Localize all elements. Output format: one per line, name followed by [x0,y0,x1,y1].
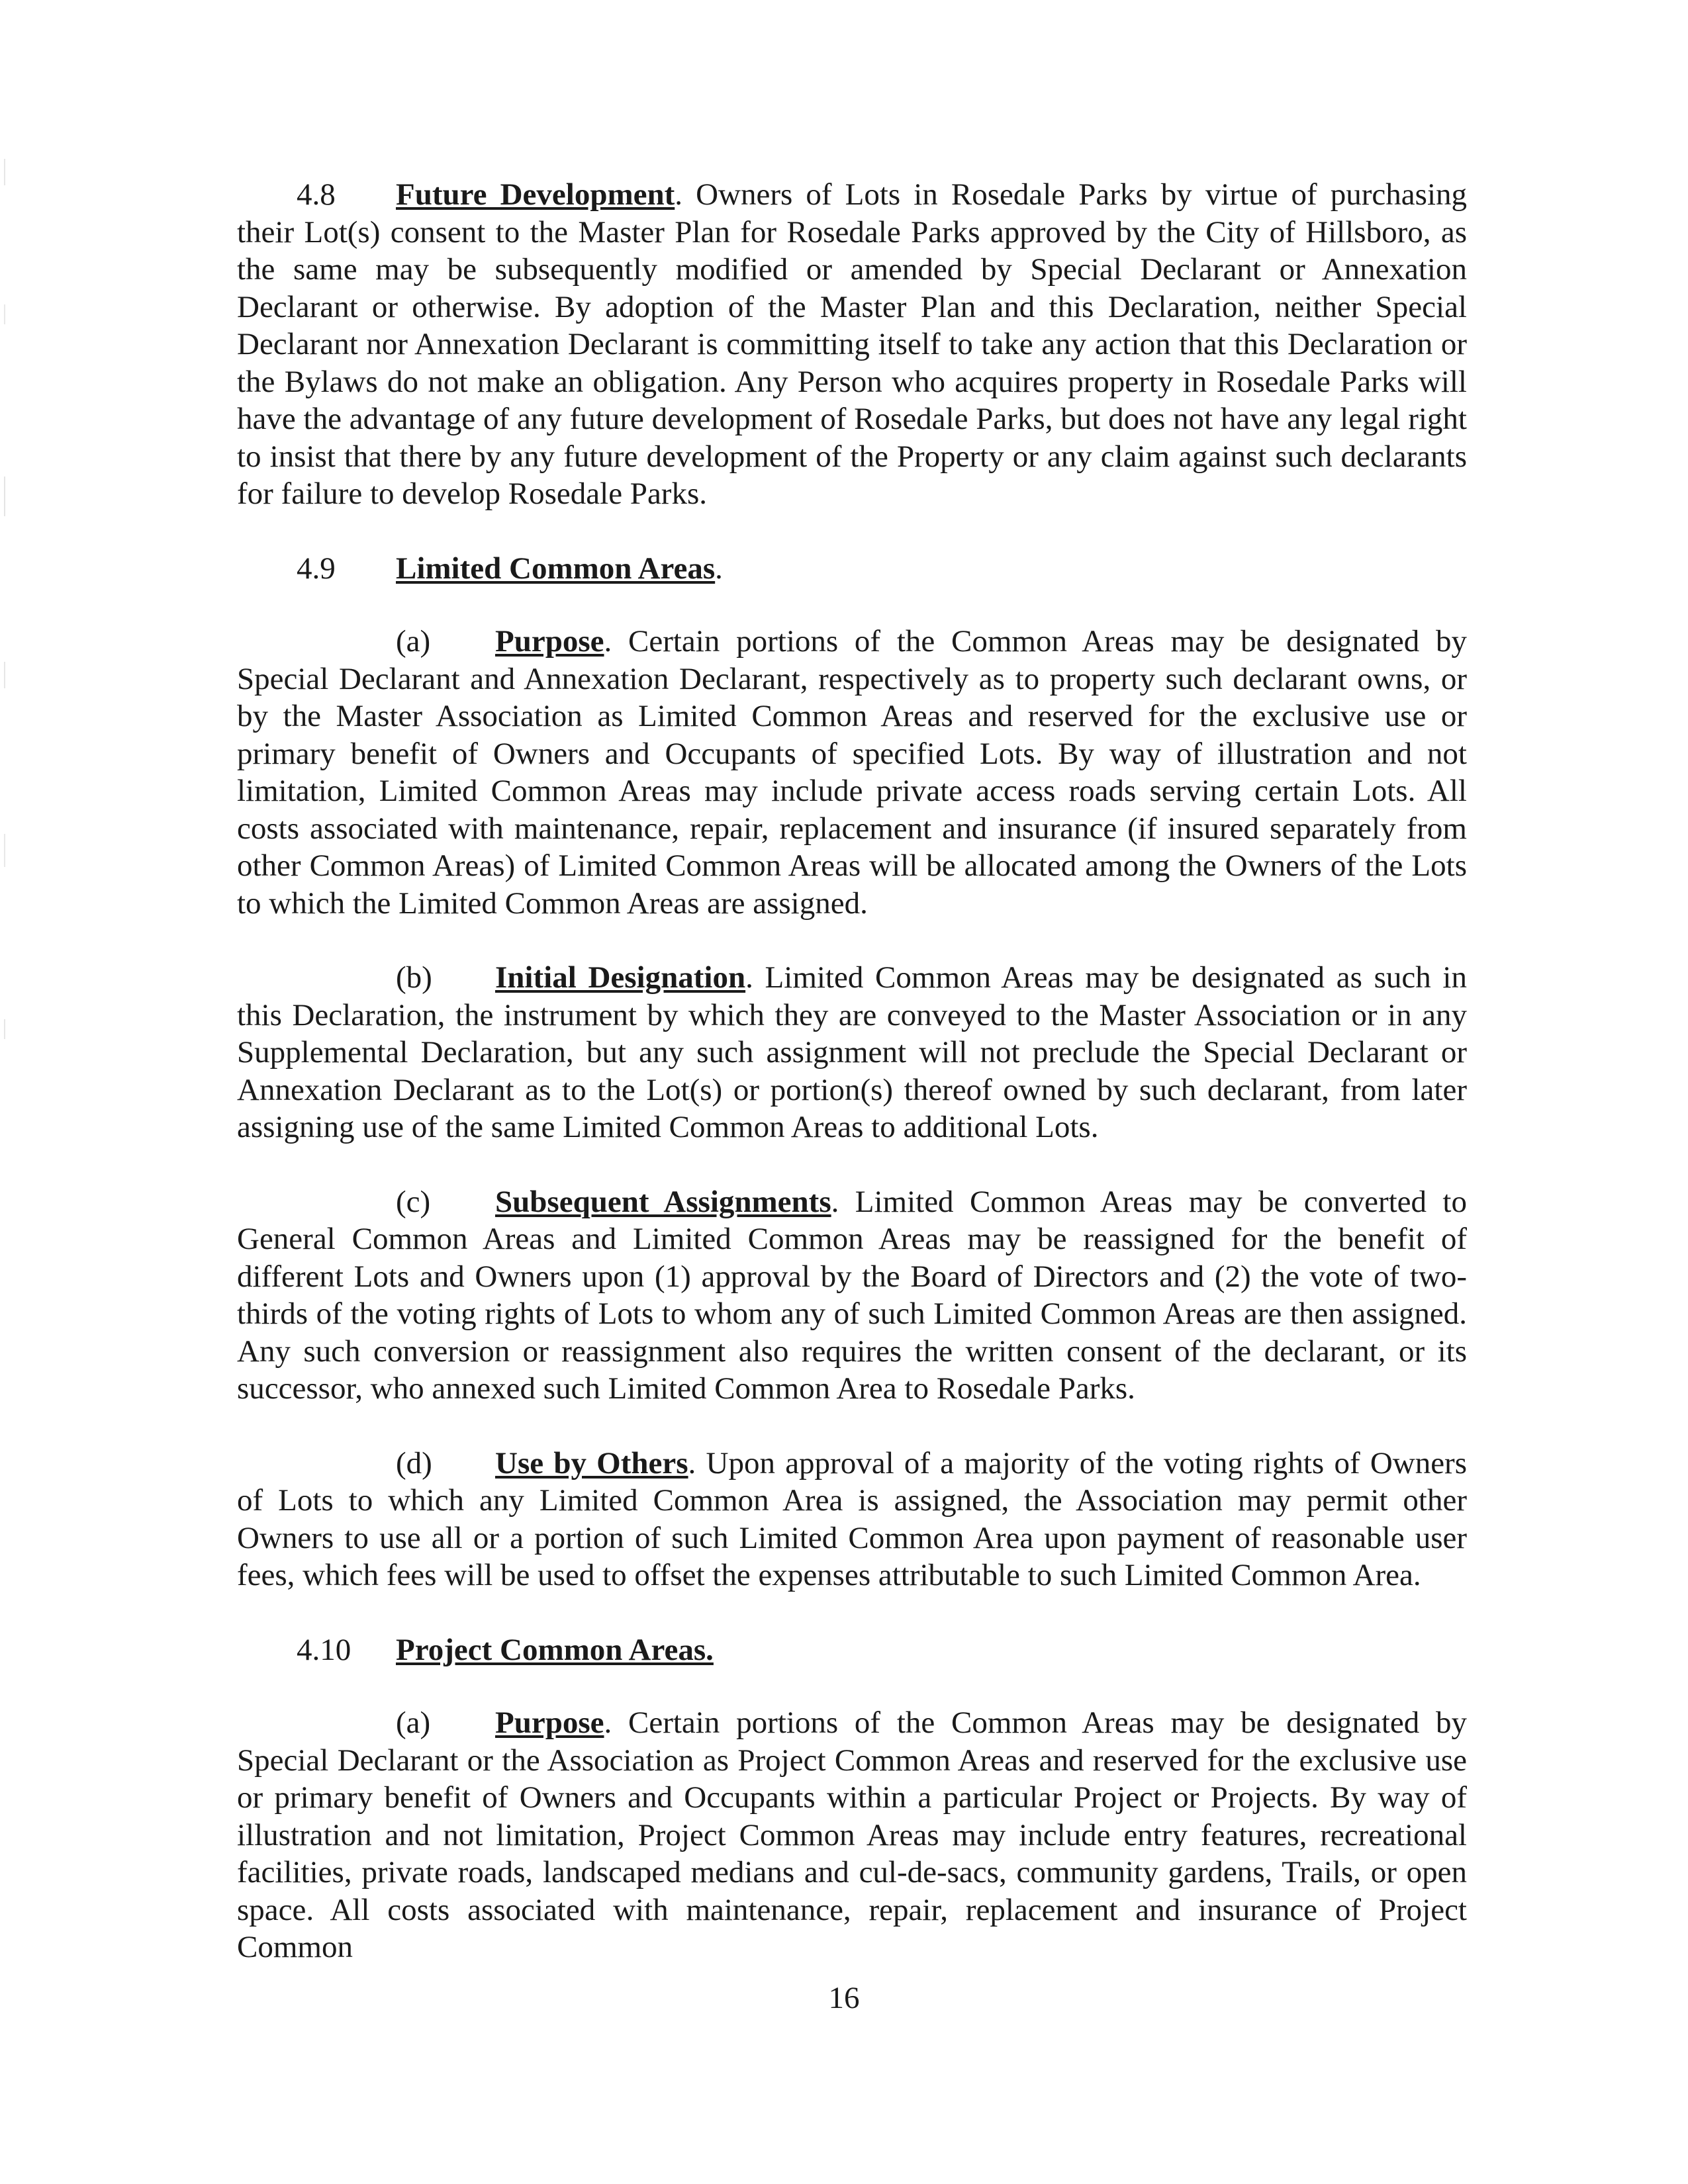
subsection-label: (c) [396,1184,431,1219]
subsection-label: (b) [396,960,432,995]
section-number: 4.8 [297,177,336,212]
subsection-text: Upon approval of a majority of the voting rights of Owners of Lots to which any Limited Common Area is assigned, the Association may permit other Owners to use all or a portion of such Limited Common Area upon payment of reasonable user fees, which fees will be used to offset the expenses attributable to such Limited Common Area. [237,1445,1468,1592]
subsection-text: Limited Common Areas may be designated as such in this Declaration, the instrument by which they are conveyed to the Master Association or in any Supplemental Declaration, but any such assignment will not preclude the Special Declarant or Annexation Declarant as to the Lot(s) or portion(s) thereof owned by such declarant, from later assigning use of the same Limited Common Areas to additional Lots. [237,960,1467,1144]
subsection-text: Certain portions of the Common Areas may be designated by Special Declarant or the Association as Project Common Areas and reserved for the exclusive use or primary benefit of Owners and Occupants within a particular Project or Projects. By way of illustration and not limitation, Project Common Areas may include entry features, recreational facilities, private roads, landscaped medians and cul-de-sacs, community gardens, Trails, or open space. All costs associated with maintenance, repair, replacement and insurance of Project Common [237,1706,1468,1964]
subsection-4-9-a: (a) Purpose. Certain portions of the Common Areas may be designated by Special Declarant and Annexation Declarant, respectively as to property such declarant owns, or by the Master Association as Limited Common Areas and reserved for the exclusive use or primary benefit of Owners and Occupants of specified Lots. By way of illustration and not limitation, Limited Common Areas may include private access roads serving certain Lots. All costs associated with maintenance, repair, replacement and insurance (if insured separately from other Common Areas) of Limited Common Areas will be allocated among the Owners of the Lots to which the Limited Common Areas are assigned. [237,624,1468,921]
subsection-4-9-c: (c) Subsequent Assignments. Limited Common Areas may be converted to General Common Areas and Limited Common Areas may be reassigned for the benefit of different Lots and Owners upon (1) approval by the Board of Directors and (2) the vote of two-thirds of the voting rights of Lots to whom any of such Limited Common Areas are then assigned. Any such conversion or reassignment also requires the written consent of the declarant, or its successor, who annexed such Limited Common Area to Rosedale Parks. [237,1184,1467,1406]
document-body [237,176,1467,2003]
subsection-label: (a) [396,624,431,659]
subsection-label: (a) [396,1706,431,1740]
section-4-9-heading: 4.9 Limited Common Areas. [237,550,1467,588]
subsection-title: Subsequent Assignments [495,1184,831,1219]
section-4-10-heading [237,1631,1467,1669]
subsection-4-9-b: (b) Initial Designation. Limited Common Areas may be designated as such in this Declaration, the instrument by which they are conveyed to the Master Association or in any Supplemental Declaration, but any such assignment will not preclude the Special Declarant or Annexation Declarant as to the Lot(s) or portion(s) thereof owned by such declarant, from later assigning use of the same Limited Common Areas to additional Lots. [237,960,1467,1144]
section-title: Limited Common Areas [396,551,716,586]
subsection-text: Certain portions of the Common Areas may be designated by Special Declarant and Annexation Declarant, respectively as to property such declarant owns, or by the Master Association as Limited Common Areas and reserved for the exclusive use or primary benefit of Owners and Occupants of specified Lots. By way of illustration and not limitation, Limited Common Areas may include private access roads serving certain Lots. All costs associated with maintenance, repair, replacement and insurance (if insured separately from other Common Areas) of Limited Common Areas will be allocated among the Owners of the Lots to which the Limited Common Areas are assigned. [237,624,1468,921]
subsection-4-9-d: (d) Use by Others. Upon approval of a majority of the voting rights of Owners of Lots to which any Limited Common Area is assigned, the Association may permit other Owners to use all or a portion of such Limited Common Area upon payment of reasonable user fees, which fees will be used to offset the expenses attributable to such Limited Common Area. [237,1445,1468,1592]
subsection-title: Use by Others [495,1445,688,1480]
subsection-title: Initial Designation [495,960,746,995]
subsection-title: Purpose [495,1706,604,1740]
section-title: Project Common Areas. [396,1632,714,1667]
section-text: Owners of Lots in Rosedale Parks by virtue of purchasing their Lot(s) consent to the Master Plan for Rosedale Parks approved by the City of Hillsboro, as the same may be subsequently modified or amended by Special Declarant or Annexation Declarant or otherwise. By adoption of the Master Plan and this Declaration, neither Special Declarant nor Annexation Declarant is committing itself to take any action that this Declaration or the Bylaws do not make an obligation. Any Person who acquires property in Rosedale Parks will have the advantage of any future development of Rosedale Parks, but does not have any legal right to insist that there by any future development of the Property or any claim against such declarants for failure to develop Rosedale Parks. [237,177,1468,511]
section-4-8: 4.8 Future Development. Owners of Lots in Rosedale Parks by virtue of purchasing their Lot(s) consent to the Master Plan for Rosedale Parks approved by the City of Hillsboro, as the same may be subsequently modified or amended by Special Declarant or Annexation Declarant or otherwise. By adoption of the Master Plan and this Declaration, neither Special Declarant nor Annexation Declarant is committing itself to take any action that this Declaration or the Bylaws do not make an obligation. Any Person who acquires property in Rosedale Parks will have the advantage of any future development of Rosedale Parks, but does not have any legal right to insist that there by any future development of the Property or any claim against such declarants for failure to develop Rosedale Parks. [237,177,1468,511]
subsection-label: (d) [396,1445,432,1480]
section-number: 4.10 [297,1632,352,1667]
section-number: 4.9 [297,551,336,586]
subsection-text: Limited Common Areas may be converted to General Common Areas and Limited Common Areas may be reassigned for the benefit of different Lots and Owners upon (1) approval by the Board of Directors and (2) the vote of two-thirds of the voting rights of Lots to whom any of such Limited Common Areas are then assigned. Any such conversion or reassignment also requires the written consent of the declarant, or its successor, who annexed such Limited Common Area to Rosedale Parks. [237,1184,1467,1406]
subsection-title: Purpose [495,624,604,659]
page-number: 16 [828,1981,860,2015]
scan-margin-artifacts [3,159,8,1085]
section-title: Future Development [396,177,675,212]
subsection-4-10-a: (a) Purpose. Certain portions of the Common Areas may be designated by Special Declarant or the Association as Project Common Areas and reserved for the exclusive use or primary benefit of Owners and Occupants within a particular Project or Projects. By way of illustration and not limitation, Project Common Areas may include entry features, recreational facilities, private roads, landscaped medians and cul-de-sacs, community gardens, Trails, or open space. All costs associated with maintenance, repair, replacement and insurance of Project Common [237,1706,1468,1964]
